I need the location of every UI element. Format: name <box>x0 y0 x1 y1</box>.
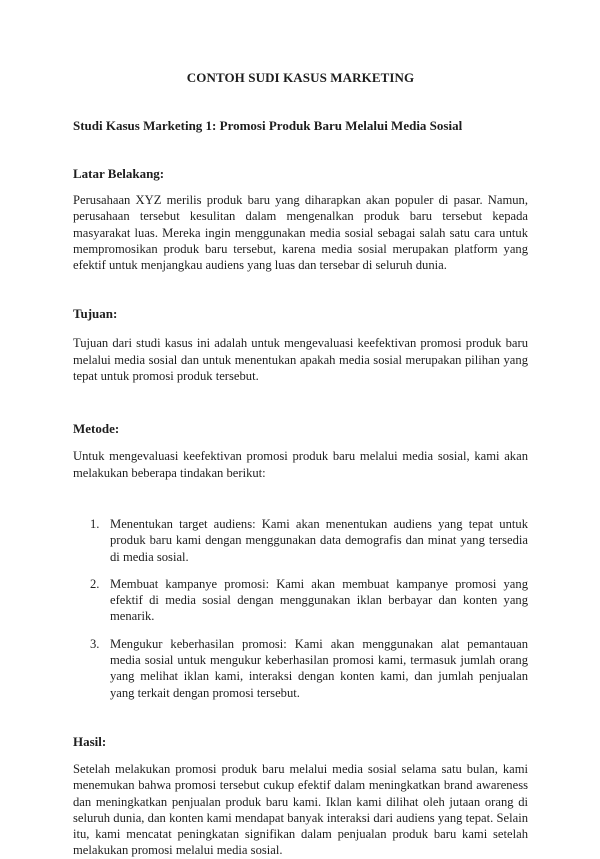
section-hasil <box>73 734 528 859</box>
section-latar-belakang <box>73 166 528 273</box>
section-paragraph: Setelah melakukan promosi produk baru melalui media sosial selama satu bulan, kami menemukan bahwa promosi tersebut cukup efektif dalam meningkatkan brand awareness dan meningkatkan penjualan produk baru kami. Iklan kami dilihat oleh jutaan orang di seluruh dunia, dan konten kami mendapat banyak interaksi dari audiens yang tepat. Selain itu, kami mencatat peningkatan signifikan dalam penjualan produk baru kami setelah melakukan promosi melalui media sosial. <box>73 761 528 858</box>
list-item-number: 2. <box>90 576 100 591</box>
list-item-text: Membuat kampanye promosi: Kami akan membuat kampanye promosi yang efektif di media sosial dengan menggunakan iklan berbayar dan konten yang menarik. <box>110 576 528 624</box>
section-heading: Metode: <box>73 421 120 437</box>
list-item-number: 1. <box>90 516 100 531</box>
section-metode <box>73 421 528 701</box>
list-item-text: Mengukur keberhasilan promosi: Kami akan menggunakan alat pemantauan media sosial untuk mengukur keberhasilan promosi kami, termasuk jumlah orang yang melihat iklan kami, interaksi dengan konten kami, dan jumlah penjualan yang terkait dengan promosi tersebut. <box>110 636 528 700</box>
list-item <box>73 576 528 625</box>
section-tujuan <box>73 306 528 384</box>
list-item-text: Menentukan target audiens: Kami akan menentukan audiens yang tepat untuk produk baru kami dengan menggunakan data demografis dan minat yang tersedia di media sosial. <box>110 516 528 564</box>
section-heading: Hasil: <box>73 733 107 749</box>
section-paragraph: Perusahaan XYZ merilis produk baru yang diharapkan akan populer di pasar. Namun, perusahaan tersebut kesulitan dalam mengenalkan produk baru tersebut kepada masyarakat luas. Mereka ingin menggunakan media sosial sebagai salah satu cara untuk mempromosikan produk baru tersebut, karena media sosial merupakan platform yang efektif untuk menjangkau audiens yang luas dan tersebar di seluruh dunia. <box>73 193 528 273</box>
document-subtitle: Studi Kasus Marketing 1: Promosi Produk Baru Melalui Media Sosial <box>73 118 463 133</box>
section-paragraph: Untuk mengevaluasi keefektivan promosi produk baru melalui media sosial, kami akan melakukan beberapa tindakan berikut: <box>73 449 528 480</box>
list-item <box>73 636 528 701</box>
list-item <box>73 516 528 565</box>
section-heading: Tujuan: <box>73 306 118 322</box>
list-item-number: 3. <box>90 636 100 651</box>
section-paragraph: Tujuan dari studi kasus ini adalah untuk mengevaluasi keefektivan promosi produk baru melalui media sosial dan untuk menentukan apakah media sosial merupakan pilihan yang tepat untuk promosi produk tersebut. <box>73 336 528 384</box>
document-title: CONTOH SUDI KASUS MARKETING <box>186 70 415 85</box>
method-steps-list <box>73 516 528 701</box>
section-heading: Latar Belakang: <box>73 166 165 181</box>
